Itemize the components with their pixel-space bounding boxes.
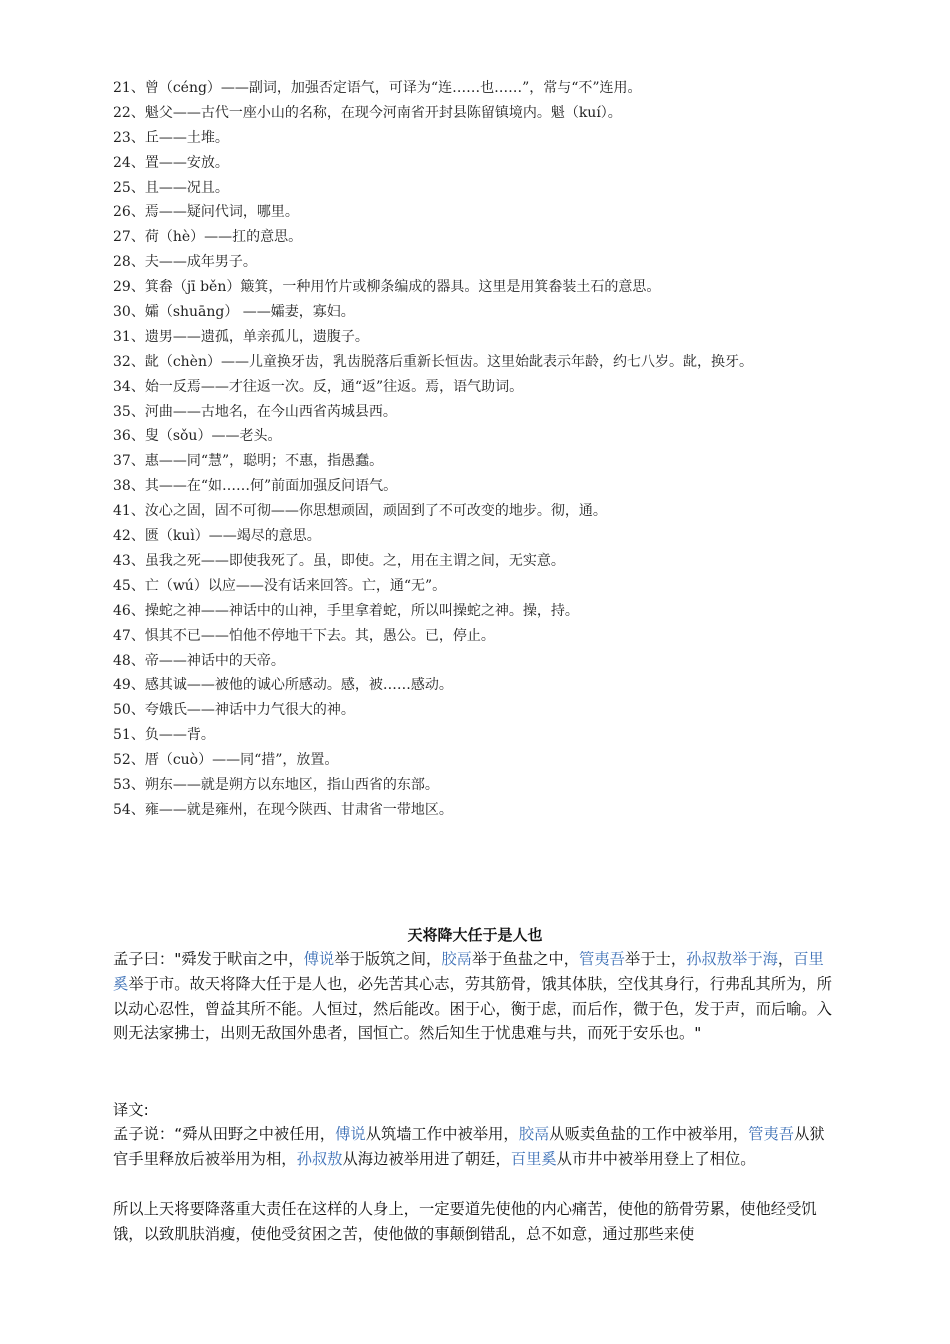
- annotation-item: 45、亡（wú）以应——没有话来回答。亡，通“无”。: [113, 577, 447, 594]
- annotation-item: 26、焉——疑问代词，哪里。: [113, 204, 299, 221]
- annotation-item: 23、丘——土堆。: [113, 129, 229, 146]
- text-run: ，: [777, 950, 794, 968]
- annotation-item: 54、雍——就是雍州，在现今陕西、甘肃省一带地区。: [113, 801, 453, 818]
- article-title: 天将降大任于是人也: [407, 926, 543, 944]
- annotation-item: 43、虽我之死——即使我死了。虽，即使。之，用在主谓之间，无实意。: [113, 552, 565, 569]
- annotation-item: 38、其——在“如……何”前面加强反问语气。: [113, 478, 398, 495]
- annotation-item: 32、龀（chèn）——儿童换牙齿，乳齿脱落后重新长恒齿。这里始龀表示年龄，约七八岁。龀，换牙。: [113, 353, 753, 370]
- annotation-item: 36、叟（sǒu）——老头。: [113, 428, 282, 445]
- text-run: 举于鱼盐之中，: [471, 950, 580, 968]
- text-run: 举于版筑之间，: [334, 950, 442, 968]
- text-run: 孟子说：“舜从田野之中被任用，: [113, 1125, 336, 1143]
- text-run: 从海边被举用进了朝廷，: [342, 1149, 511, 1168]
- annotation-item: 24、置——安放。: [113, 154, 229, 171]
- text-run: 举于市。故天将降大任于是人也，必先苦其心志，劳其筋骨，饿其体肤，空伐其身行，行弗乱其所为，所以动心忍性，曾益其所不能。人恒过，然后能改。困于心，衡于虑，而后作，微于色，发于声，而后喻。入则无法家拂士，出则无敌国外患者，国恒亡。然后知生于忧患难与共，而死于安乐也。": [113, 974, 832, 1043]
- name-link[interactable]: 胶鬲: [518, 1125, 550, 1143]
- text-run: 从狱官手里释放后被举用为相，: [113, 1125, 825, 1168]
- annotation-item: 31、遗男——遗孤，单亲孤儿，遗腹子。: [113, 328, 369, 345]
- translation-text: [113, 1122, 835, 1172]
- name-link[interactable]: 管夷吾: [748, 1125, 795, 1143]
- name-link[interactable]: 百里奚: [510, 1149, 557, 1168]
- text-run: 从市井中被举用登上了相位。: [556, 1149, 756, 1168]
- text-run: 从筑墙工作中被举用，: [365, 1125, 519, 1143]
- annotation-item: 35、河曲——古地名，在今山西省芮城县西。: [113, 403, 397, 420]
- original-text: [113, 947, 835, 1046]
- annotation-item: 27、荷（hè）——扛的意思。: [113, 229, 303, 246]
- annotation-item: 42、匮（kuì）——竭尽的意思。: [113, 528, 321, 545]
- annotation-item: 34、始一反焉——才往返一次。反，通“返”往返。焉，语气助词。: [113, 378, 524, 395]
- annotation-item: 21、曾（céng）——副词，加强否定语气，可译为“连……也……”，常与“不”连用。: [113, 80, 642, 96]
- annotation-item: 53、朔东——就是朔方以东地区，指山西省的东部。: [113, 776, 439, 793]
- name-link[interactable]: 傅说: [335, 1125, 366, 1143]
- name-link[interactable]: 百里奚: [113, 950, 824, 993]
- annotation-item: 41、汝心之固，固不可彻——你思想顽固，顽固到了不可改变的地步。彻，通。: [113, 503, 607, 520]
- annotation-list: [113, 76, 833, 823]
- annotation-item: 29、箕畚（jī běn）簸箕，一种用竹片或柳条编成的器具。这里是用箕畚装土石的意思。: [113, 279, 661, 296]
- annotation-item: 46、操蛇之神——神话中的山神，手里拿着蛇，所以叫操蛇之神。操，持。: [113, 602, 579, 619]
- name-link[interactable]: 胶鬲: [441, 950, 472, 968]
- annotation-item: 37、惠——同“慧”，聪明；不惠，指愚蠢。: [113, 453, 384, 470]
- annotation-item: 48、帝——神话中的天帝。: [113, 652, 285, 669]
- annotation-item: 22、魁父——古代一座小山的名称，在现今河南省开封县陈留镇境内。魁（kuí）。: [113, 104, 622, 121]
- text-run: 孟子曰："舜发于畎亩之中，: [113, 950, 304, 968]
- annotation-item: 30、孀（shuāng） ——孀妻，寡妇。: [113, 304, 355, 321]
- name-link[interactable]: 傅说: [303, 950, 335, 968]
- annotation-item: 52、厝（cuò）——同“措”，放置。: [113, 752, 339, 769]
- name-link[interactable]: 孙叔敖: [296, 1149, 343, 1168]
- text-run: 举于士，: [624, 950, 687, 968]
- annotation-item: 51、负——背。: [113, 727, 215, 744]
- annotation-item: 47、惧其不已——怕他不停地干下去。其，愚公。已，停止。: [113, 627, 495, 644]
- annotation-item: 49、感其诚——被他的诚心所感动。感，被……感动。: [113, 677, 453, 694]
- translation-text-continued: 所以上天将要降落重大责任在这样的人身上，一定要道先使他的内心痛苦，使他的筋骨劳累，使他经受饥饿，以致肌肤消瘦，使他受贫困之苦，使他做的事颠倒错乱，总不如意，通过那些来使: [113, 1200, 817, 1243]
- annotation-item: 28、夫——成年男子。: [113, 254, 257, 271]
- name-link[interactable]: 孙叔敖举于海: [686, 950, 778, 968]
- text-run: 从贩卖鱼盐的工作中被举用，: [549, 1125, 749, 1143]
- annotation-item: 50、夸娥氏——神话中力气很大的神。: [113, 702, 355, 719]
- annotation-item: 25、且——况且。: [113, 179, 229, 196]
- translation-label: 译文:: [113, 1101, 149, 1119]
- name-link[interactable]: 管夷吾: [579, 950, 625, 968]
